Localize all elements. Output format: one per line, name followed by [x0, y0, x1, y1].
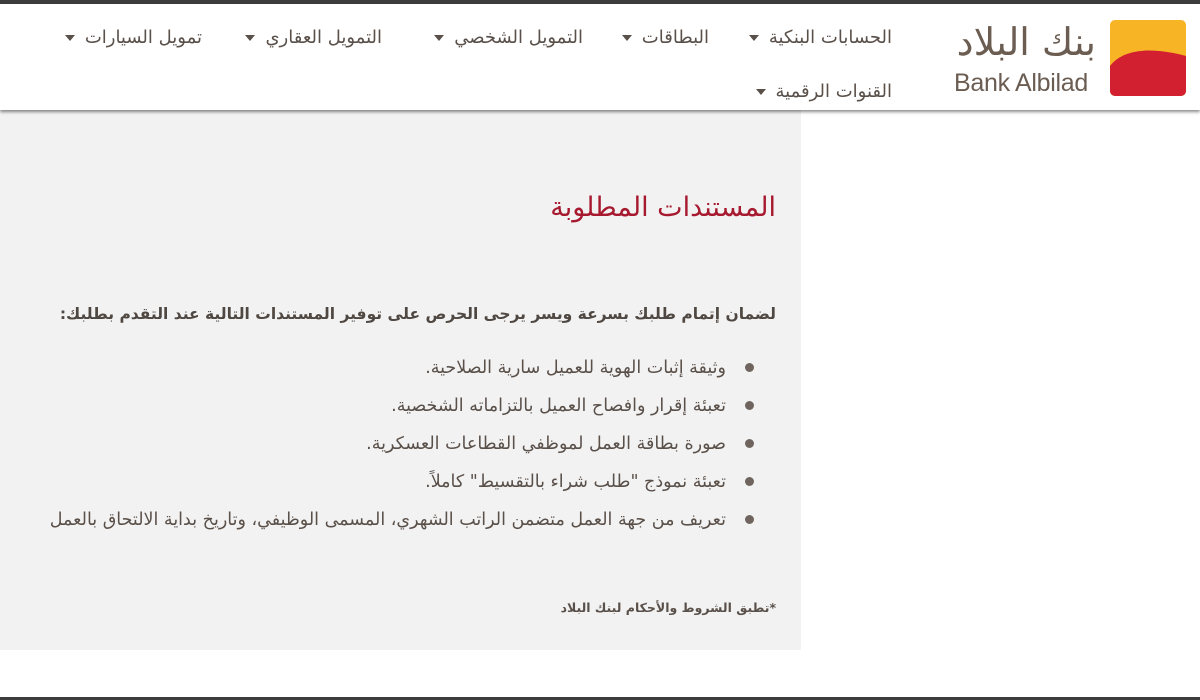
nav-bank-accounts[interactable]	[749, 26, 892, 50]
bullet-icon	[745, 477, 754, 486]
nav-digital-channels[interactable]	[756, 80, 893, 104]
document-text: تعبئة إقرار وافصاح العميل بالتزاماته الشخصية.	[391, 396, 726, 416]
document-text: وثيقة إثبات الهوية للعميل سارية الصلاحية.	[425, 358, 726, 378]
caret-down-icon	[434, 35, 444, 41]
intro-text: لضمان إتمام طلبك بسرعة ويسر يرجى الحرص على توفير المستندات التالية عند التقدم بطلبك:	[59, 305, 776, 323]
bullet-icon	[745, 439, 754, 448]
logo-latin-text: Bank Albilad	[954, 69, 1088, 97]
nav-label: القنوات الرقمية	[775, 81, 892, 102]
document-text: صورة بطاقة العمل لموظفي القطاعات العسكرية.	[366, 434, 726, 454]
required-documents-list	[50, 354, 754, 544]
bullet-icon	[745, 363, 754, 372]
page-title: المستندات المطلوبة	[550, 192, 776, 223]
document-text: تعريف من جهة العمل متضمن الراتب الشهري، المسمى الوظيفي، وتاريخ بداية الالتحاق بالعمل	[49, 510, 726, 530]
list-item	[50, 430, 754, 468]
bank-logo[interactable]	[950, 20, 1186, 98]
logo-arabic-text: بنك البلاد	[956, 20, 1096, 64]
list-item	[50, 354, 754, 392]
terms-footnote: *تطبق الشروط والأحكام لبنك البلاد	[560, 600, 776, 615]
caret-down-icon	[749, 35, 759, 41]
document-text: تعبئة نموذج "طلب شراء بالتقسيط" كاملاً.	[425, 472, 726, 492]
caret-down-icon	[245, 35, 255, 41]
nav-label: التمويل العقاري	[265, 27, 382, 48]
site-header	[0, 4, 1200, 110]
nav-auto-finance[interactable]	[65, 26, 202, 50]
nav-personal-finance[interactable]	[434, 26, 583, 50]
list-item	[50, 506, 754, 544]
bullet-icon	[745, 515, 754, 524]
nav-label: التمويل الشخصي	[454, 27, 583, 48]
caret-down-icon	[756, 89, 766, 95]
list-item	[50, 392, 754, 430]
bullet-icon	[745, 401, 754, 410]
nav-cards[interactable]	[622, 26, 709, 50]
bank-logo-mark-icon	[1110, 20, 1186, 96]
list-item	[50, 468, 754, 506]
caret-down-icon	[65, 35, 75, 41]
caret-down-icon	[622, 35, 632, 41]
nav-label: الحسابات البنكية	[768, 27, 892, 48]
nav-label: تمويل السيارات	[84, 27, 202, 48]
nav-label: البطاقات	[641, 27, 709, 48]
nav-home-finance[interactable]	[245, 26, 382, 50]
